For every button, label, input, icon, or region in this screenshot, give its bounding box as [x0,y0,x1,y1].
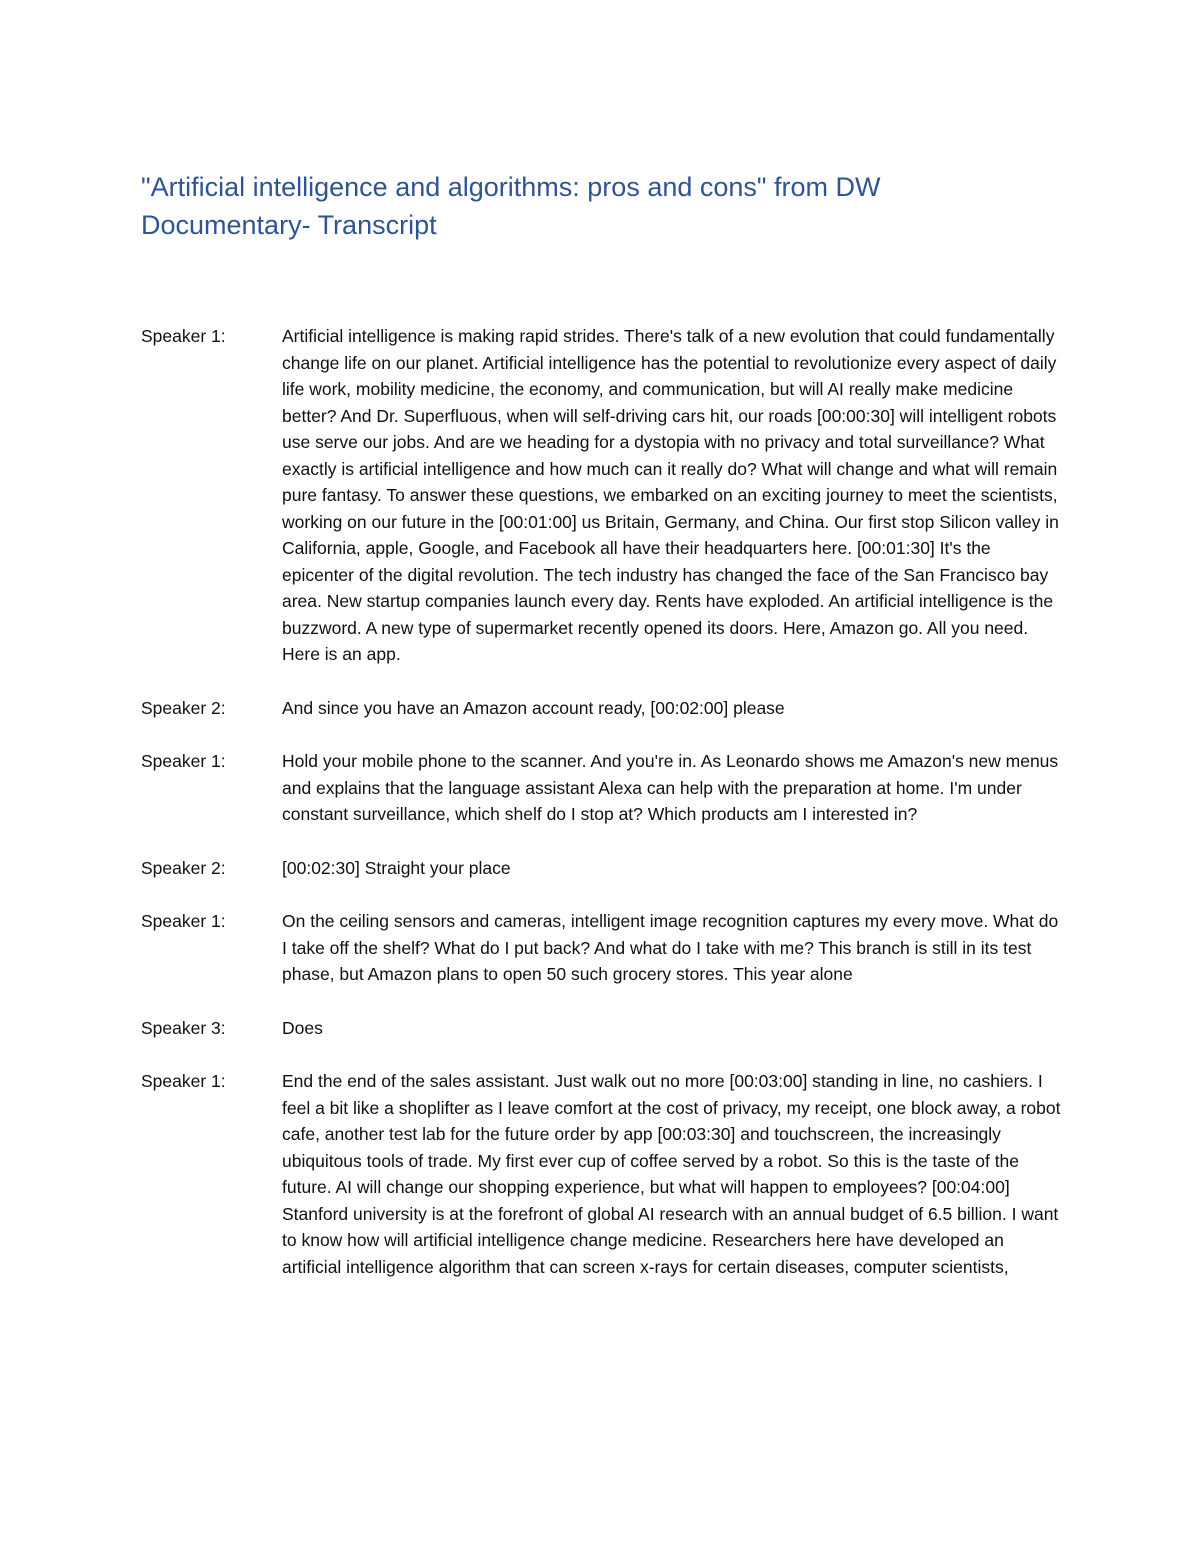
utterance-text: And since you have an Amazon account ready, [00:02:00] please [282,697,785,718]
document-title: "Artificial intelligence and algorithms: pros and cons" from DW Documentary- Transcript [141,172,881,240]
transcript-entry [141,1068,1071,1280]
utterance-text: Artificial intelligence is making rapid strides. There's talk of a new evolution that could fundamentally change life on our planet. Artificial intelligence has the potential to revolutionize every aspect of daily life work, mobility medicine, the economy, and communication, but will AI really make medicine better? And Dr. Superfluous, when will self-driving cars hit, our roads [00:00:30] will intelligent robots use serve our jobs. And are we heading for a dystopia with no privacy and total surveillance? What exactly is artificial intelligence and how much can it really do? What will change and what will remain pure fantasy. To answer these questions, we embarked on an exciting journey to meet the scientists, working on our future in the [00:01:00] us Britain, Germany, and China. Our first stop Silicon valley in California, apple, Google, and Facebook all have their headquarters here. [00:01:30] It's the epicenter of the digital revolution. The tech industry has changed the face of the San Francisco bay area. New startup companies launch every day. Rents have exploded. An artificial intelligence is the buzzword. A new type of supermarket recently opened its doors. Here, Amazon go. All you need. Here is an app. [282,326,1059,664]
transcript-entry [141,908,1071,988]
transcript-entry [141,1015,1071,1042]
transcript-entry [141,855,1071,882]
speaker-label: Speaker 2: [141,697,226,718]
speaker-label: Speaker 1: [141,751,226,771]
utterance-text: Does [282,1017,323,1038]
speaker-label: Speaker 1: [141,1071,226,1091]
utterance-text: Hold your mobile phone to the scanner. And you're in. As Leonardo shows me Amazon's new menus and explains that the language assistant Alexa can help with the preparation at home. I'm under constant surveillance, which shelf do I stop at? Which products am I interested in? [282,751,1059,824]
utterance-text: [00:02:30] Straight your place [282,857,511,878]
utterance-text: On the ceiling sensors and cameras, intelligent image recognition captures my every move. What do I take off the shelf? What do I put back? And what do I take with me? This branch is still in its test phase, but Amazon plans to open 50 such grocery stores. This year alone [282,911,1059,984]
speaker-label: Speaker 1: [141,911,226,931]
speaker-label: Speaker 3: [141,1017,226,1038]
transcript-body [141,323,1071,1307]
speaker-label: Speaker 2: [141,857,226,878]
transcript-entry [141,323,1071,668]
transcript-entry [141,748,1071,828]
utterance-text: End the end of the sales assistant. Just walk out no more [00:03:00] standing in line, no cashiers. I feel a bit like a shoplifter as I leave comfort at the cost of privacy, my receipt, one block away, a robot cafe, another test lab for the future order by app [00:03:30] and touchscreen, the increasingly ubiquitous tools of trade. My first ever cup of coffee served by a robot. So this is the taste of the future. AI will change our shopping experience, but what will happen to employees? [00:04:00] Stanford university is at the forefront of global AI research with an annual budget of 6.5 billion. I want to know how will artificial intelligence change medicine. Researchers here have developed an artificial intelligence algorithm that can screen x-rays for certain diseases, computer scientists, [282,1071,1061,1277]
speaker-label: Speaker 1: [141,326,226,346]
transcript-entry [141,695,1071,722]
